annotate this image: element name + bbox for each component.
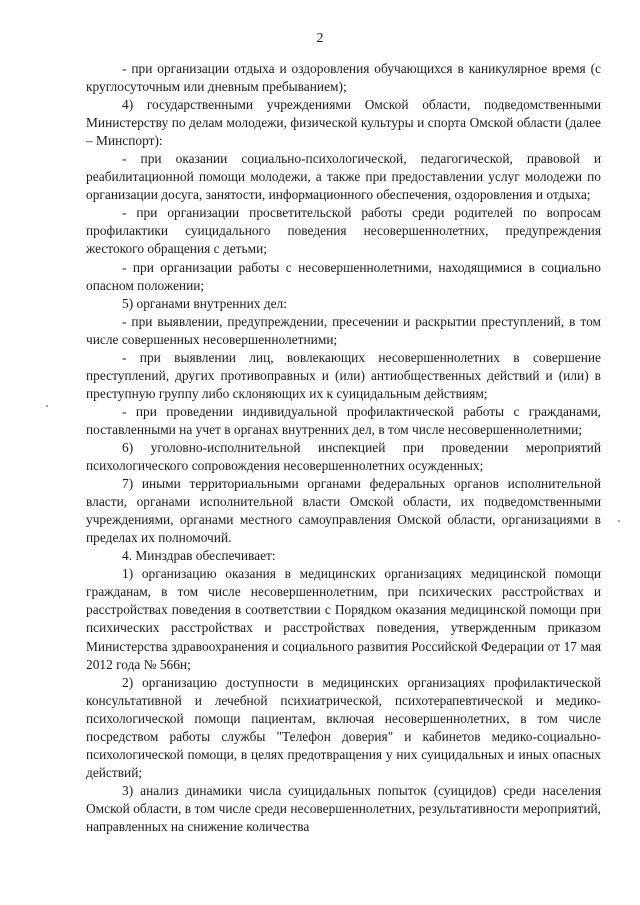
paragraph: 4) государственными учреждениями Омской области, подведомственными Министерству по делам молодежи, физической культуры и спорта Омской области (далее – Минспорт): xyxy=(86,97,601,149)
paragraph: 1) организацию оказания в медицинских организациях медицинской помощи гражданам, в том числе несовершеннолетним, при психических расстройствах и расстройствах поведения в соответствии с Порядком оказания медицинской помощи при психических расстройствах и расстройствах поведения, утвержденным приказом Министерства здравоохранения и социального развития Российской Федерации от 17 мая 2012 года № 566н; xyxy=(86,566,601,672)
paragraph: 6) уголовно-исполнительной инспекцией при проведении мероприятий психологического сопровождения несовершеннолетних осужденных; xyxy=(86,439,601,474)
paragraph: 3) анализ динамики числа суицидальных попыток (суицидов) среди населения Омской области, в том числе среди несовершеннолетних, результативности мероприятий, направленных на снижение количества xyxy=(86,782,601,834)
paragraph: - при организации просветительской работы среди родителей по вопросам профилактики суицидального поведения несовершеннолетних, предупреждения жестокого обращения с детьми; xyxy=(86,205,601,257)
paragraph: - при организации отдыха и оздоровления обучающихся в каникулярное время (с круглосуточным или дневным пребыванием); xyxy=(86,61,601,95)
paragraph: - при организации работы с несовершеннолетними, находящимися в социально опасном положении; xyxy=(86,259,601,293)
paragraph: - при проведении индивидуальной профилактической работы с гражданами, поставленными на учет в органах внутренних дел, в том числе несовершеннолетними; xyxy=(86,403,601,437)
scan-speck xyxy=(618,520,620,522)
paragraph: 7) иными территориальными органами федеральных органов исполнительной власти, органами исполнительной власти Омской области, их подведомственными учреждениями, органами местного самоуправления Омской области, организациями в пределах их полномочий. xyxy=(86,476,601,546)
paragraph: 5) органами внутренних дел: xyxy=(122,295,287,311)
paragraph: 2) организацию доступности в медицинских организациях профилактической консультативной и лечебной психиатрической, психотерапевтической и медико-психологической помощи пациентам, включая несовершеннолетних, в том числе посредством работы службы "Телефон доверия" и кабинетов медико-социально-психологической помощи, в целях предотвращения у них суицидальных и иных опасных действий; xyxy=(86,674,601,780)
scan-speck xyxy=(46,405,48,407)
paragraph: - при выявлении лиц, вовлекающих несовершеннолетних в совершение преступлений, других противоправных и (или) антиобщественных действий и (или) в преступную группу либо склоняющих их к суицидальным действиям; xyxy=(86,349,601,401)
paragraph: - при выявлении, предупреждении, пресечении и раскрытии преступлений, в том числе совершенных несовершеннолетними; xyxy=(86,313,601,347)
paragraph: - при оказании социально-психологической, педагогической, правовой и реабилитационной помощи молодежи, а также при предоставлении услуг молодежи по организации досуга, занятости, информационного обеспечения, оздоровления и отдыха; xyxy=(86,151,601,203)
paragraph: 4. Минздрав обеспечивает: xyxy=(122,548,276,564)
document-body xyxy=(86,60,601,836)
page-number: 2 xyxy=(316,31,324,46)
